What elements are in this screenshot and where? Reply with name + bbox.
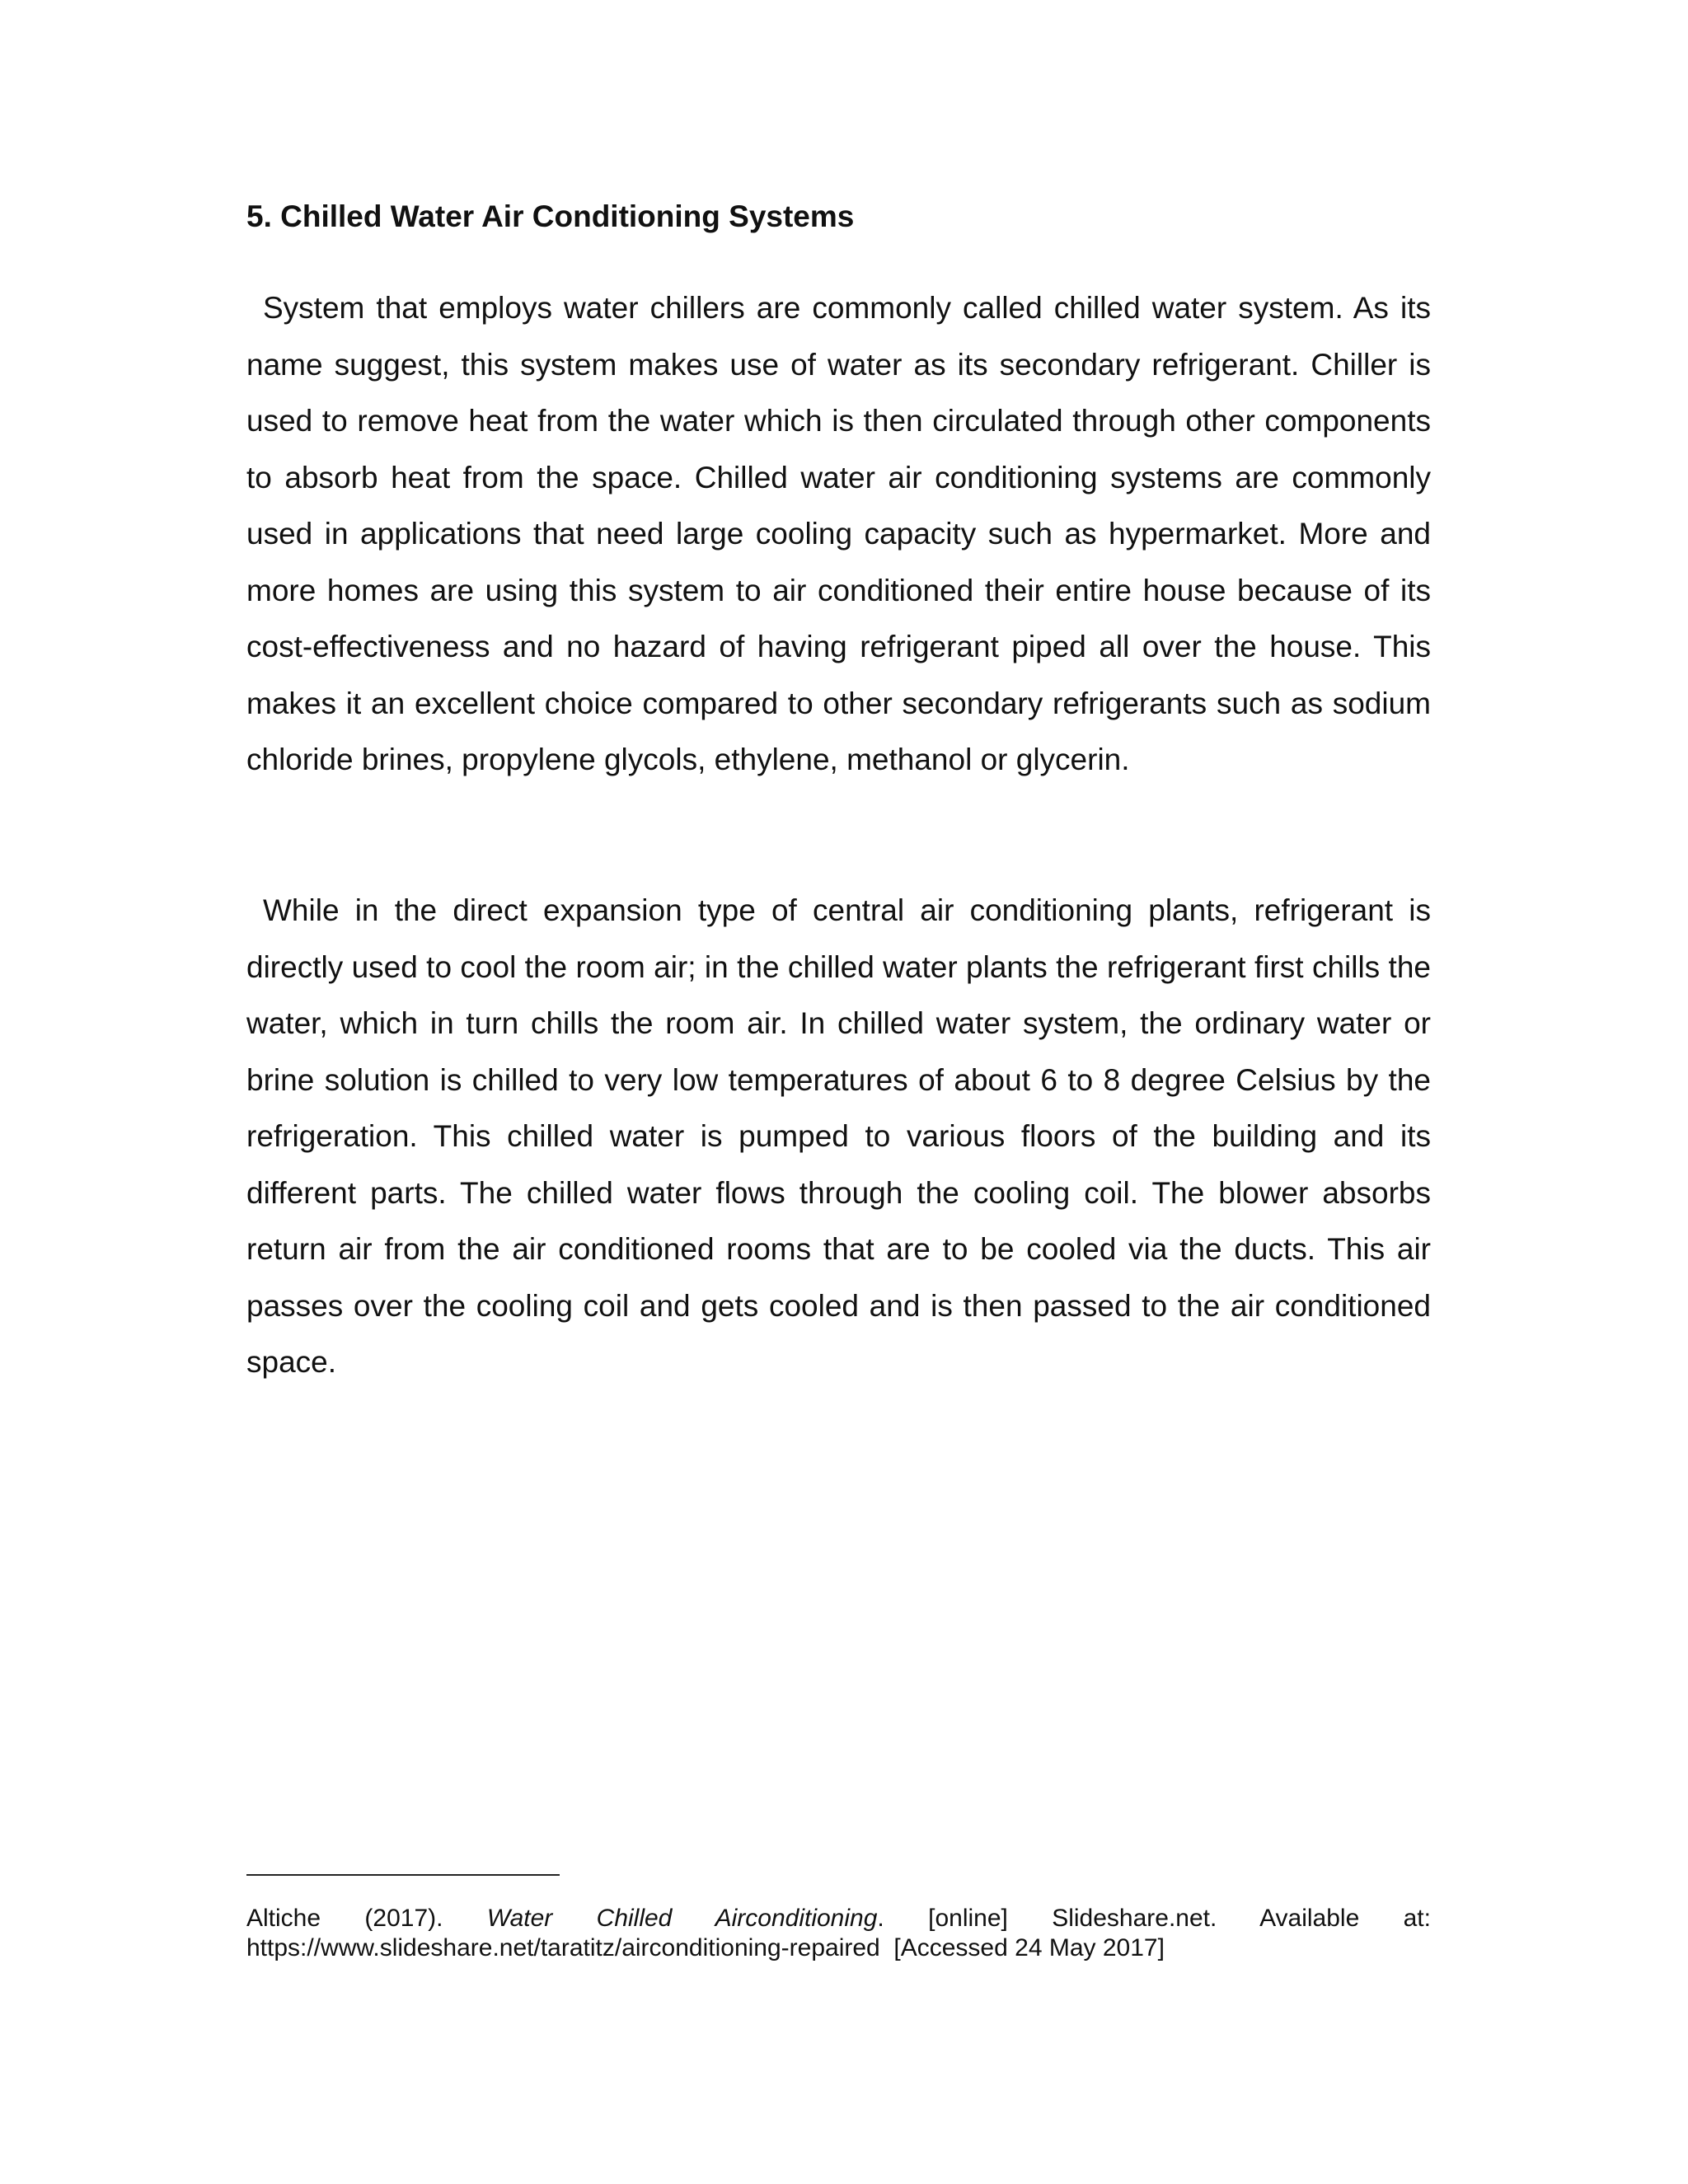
footnote-author-year: Altiche (2017). <box>246 1905 443 1932</box>
footnote-title: Water Chilled Airconditioning <box>486 1905 878 1932</box>
footnote-separator <box>246 1874 560 1876</box>
footnote-line-2 <box>246 1933 1431 1963</box>
section-heading: 5. Chilled Water Air Conditioning Systems <box>246 199 855 233</box>
footnote-site: Slideshare.net. <box>1052 1905 1217 1932</box>
footnote <box>246 1904 1431 1963</box>
paragraph-chilled-water-system: System that employs water chillers are commonly called chilled water system. As its name suggest, this system makes use of water as its secondary refrigerant. Chiller is used to remove heat from the water which is then circulated through other components to absorb heat from the space. Chilled water air conditioning systems are commonly used in applications that need large cooling capacity such as hypermarket. More and more homes are using this system to air conditioned their entire house because of its cost-effectiveness and no hazard of having refrigerant piped all over the house. This makes it an excellent choice compared to other secondary refrigerants such as sodium chloride brines, propylene glycols, ethylene, methanol or glycerin. <box>246 291 1431 776</box>
footnote-available: Available at: <box>1259 1905 1431 1932</box>
footnote-line-1 <box>246 1904 1431 1933</box>
footnote-medium: [online] <box>928 1905 1008 1932</box>
footnote-url[interactable]: https://www.slideshare.net/taratitz/airconditioning-repaired <box>246 1934 880 1961</box>
footnote-accessed: [Accessed 24 May 2017] <box>893 1934 1165 1961</box>
footnote-title-end: . <box>877 1905 884 1932</box>
paragraph-direct-expansion: While in the direct expansion type of central air conditioning plants, refrigerant is directly used to cool the room air; in the chilled water plants the refrigerant first chills the water, which in turn chills the room air. In chilled water system, the ordinary water or brine solution is chilled to very low temperatures of about 6 to 8 degree Celsius by the refrigeration. This chilled water is pumped to various floors of the building and its different parts. The chilled water flows through the cooling coil. The blower absorbs return air from the air conditioned rooms that are to be cooled via the ducts. This air passes over the cooling coil and gets cooled and is then passed to the air conditioned space. <box>246 893 1431 1379</box>
